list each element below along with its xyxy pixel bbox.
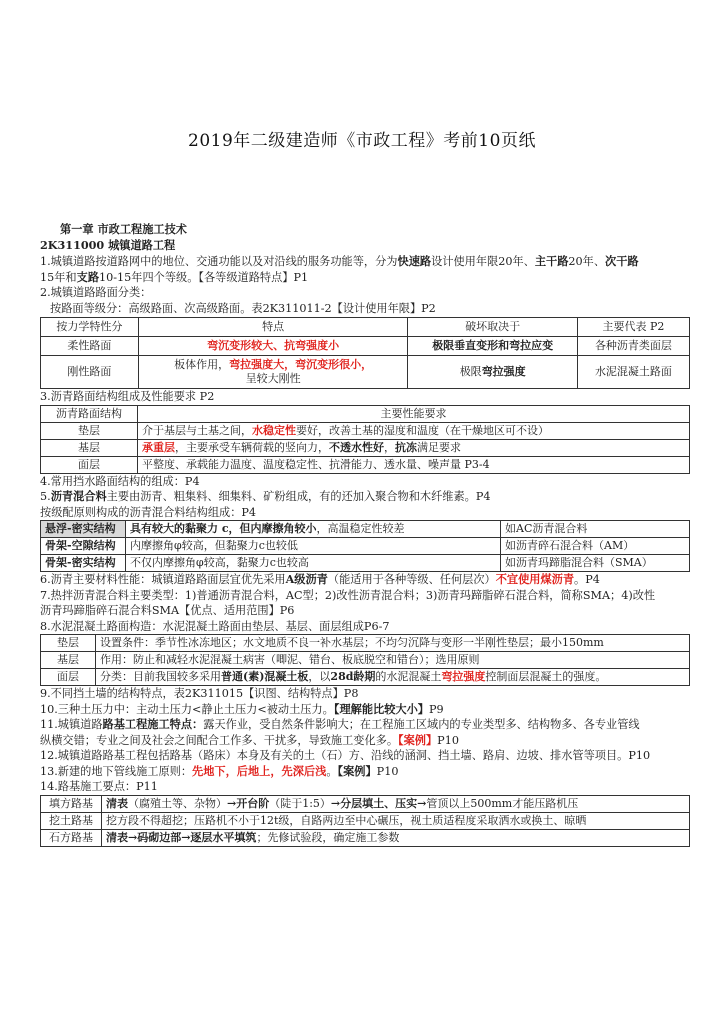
item-12: 12.城镇道路路基工程包括路基（路床）本身及有关的土（石）方、沿线的涵洞、挡土墙、路肩、边坡、排水管等项目。P10 bbox=[40, 749, 651, 762]
item-3: 3.沥青路面结构组成及性能要求 P2 bbox=[40, 390, 215, 403]
item-14: 14.路基施工要点：P11 bbox=[40, 780, 158, 793]
item-13: 13.新建的地下管线施工原则：先地下，后地上，先深后浅。【案例】P10 bbox=[40, 763, 399, 778]
table-row: 垫层 设置条件：季节性冰冻地区；水文地质不良一补水基层；不均匀沉降与变形一半刚性垫层；最小150mm bbox=[41, 635, 690, 652]
table-row: 按力学特性分 特点 破坏取决于 主要代表 P2 bbox=[41, 318, 690, 337]
item-5-sub: 按级配原则构成的沥青混合料结构组成：P4 bbox=[40, 505, 257, 519]
item-9: 9.不同挡土墙的结构特点，表2K311015【识图、结构特点】P8 bbox=[40, 687, 359, 700]
chapter-heading: 第一章 市政工程施工技术 bbox=[60, 222, 187, 236]
table-row: 基层 作用：防止和减轻水泥混凝土病害（唧泥、错台、板底脱空和错台）；选用原则 bbox=[41, 652, 690, 669]
table-row: 沥青路面结构 主要性能要求 bbox=[41, 405, 690, 422]
table-row: 填方路基 清表（腐殖土等、杂物）→开台阶（陡于1:5）→分层填土、压实→管顶以上500mm才能压路机压 bbox=[41, 795, 690, 812]
item-7: 7.热拌沥青混合料主要类型：1)普通沥青混合料，AC型；2)改性沥青混合料；3)沥青玛蹄脂碎石混合料，简称SMA；4)改性 沥青玛蹄脂碎石混合料SMA【优点、适用范围】P6 bbox=[40, 588, 656, 617]
section-heading: 2K311000 城镇道路工程 bbox=[40, 237, 176, 252]
item-6: 6.沥青主要材料性能：城镇道路路面层宜优先采用A级沥青（能适用于各种等级、任何层次）不宜使用煤沥青。P4 bbox=[40, 572, 600, 586]
pavement-type-table bbox=[40, 317, 690, 389]
table-row: 挖土路基 挖方段不得超挖；压路机不小于12t级，自路两边至中心碾压，视土质适程度采取洒水或换土、晾晒 bbox=[41, 812, 690, 829]
page-title: 2019年二级建造师《市政工程》考前10页纸 bbox=[188, 131, 536, 151]
asphalt-mix-structure-table bbox=[40, 520, 690, 572]
item-8: 8.水泥混凝土路面构造：水泥混凝土路面由垫层、基层、面层组成P6-7 bbox=[40, 619, 390, 633]
table-row: 刚性路面 板体作用，弯拉强度大，弯沉变形很小， 呈较大刚性 极限弯拉强度 水泥混凝土路面 bbox=[41, 356, 690, 389]
table-row: 面层 平整度、承载能力温度、温度稳定性、抗滑能力、透水量、噪声量 P3-4 bbox=[41, 456, 690, 473]
table-row: 垫层 介于基层与土基之间，水稳定性要好，改善土基的湿度和温度（在干燥地区可不设） bbox=[41, 422, 690, 439]
table-row: 面层 分类：目前我国较多采用普通(素)混凝土板，以28d龄期的水泥混凝土弯拉强度控制面层混凝土的强度。 bbox=[41, 669, 690, 686]
item-5: 5.沥青混合料主要由沥青、粗集料、细集料、矿粉组成，有的还加入聚合物和木纤维素。P4 bbox=[40, 489, 491, 503]
subgrade-construction-table bbox=[40, 795, 690, 847]
table-row: 柔性路面 弯沉变形较大、抗弯强度小 极限垂直变形和弯拉应变 各种沥青类面层 bbox=[41, 337, 690, 356]
item-1: 1.城镇道路按道路网中的地位、交通功能以及对沿线的服务功能等，分为快速路设计使用年限20年、主干路20年、次干路 15年和支路10-15年四个等级。【各等级道路特点】P1 bbox=[40, 254, 639, 284]
item-11: 11.城镇道路路基工程施工特点：露天作业，受自然条件影响大；在工程施工区域内的专业类型多、结构物多、各专业管线 纵横交错；专业之间及社会之间配合工作多、干扰多，导致施工变化多。【案例】P10 bbox=[40, 717, 640, 747]
table-row: 基层 承重层，主要承受车辆荷载的竖向力，不透水性好，抗冻满足要求 bbox=[41, 439, 690, 456]
table-row: 骨架-密实结构 不仅内摩擦角φ较高，黏聚力c也较高 如沥青玛蹄脂混合料（SMA） bbox=[41, 555, 690, 572]
table-row: 悬浮-密实结构 具有较大的黏聚力 c，但内摩擦角较小，高温稳定性较差 如AC沥青混合料 bbox=[41, 521, 690, 538]
table-row: 骨架-空隙结构 内摩擦角φ较高，但黏聚力c也较低 如沥青碎石混合料（AM） bbox=[41, 538, 690, 555]
asphalt-structure-table bbox=[40, 405, 690, 474]
item-2: 2.城镇道路路面分类： bbox=[40, 286, 152, 299]
concrete-pavement-table bbox=[40, 634, 690, 686]
table-row: 石方路基 清表→码砌边部→逐层水平填筑；先修试验段，确定施工参数 bbox=[41, 829, 690, 846]
document-body bbox=[40, 222, 690, 847]
item-4: 4.常用挡水路面结构的组成：P4 bbox=[40, 474, 200, 488]
item-10: 10.三种土压力中：主动土压力<静止土压力<被动土压力。【理解能比较大小】P9 bbox=[40, 701, 444, 716]
item-2-sub: 按路面等级分：高级路面、次高级路面。表2K311011-2【设计使用年限】P2 bbox=[50, 301, 436, 315]
